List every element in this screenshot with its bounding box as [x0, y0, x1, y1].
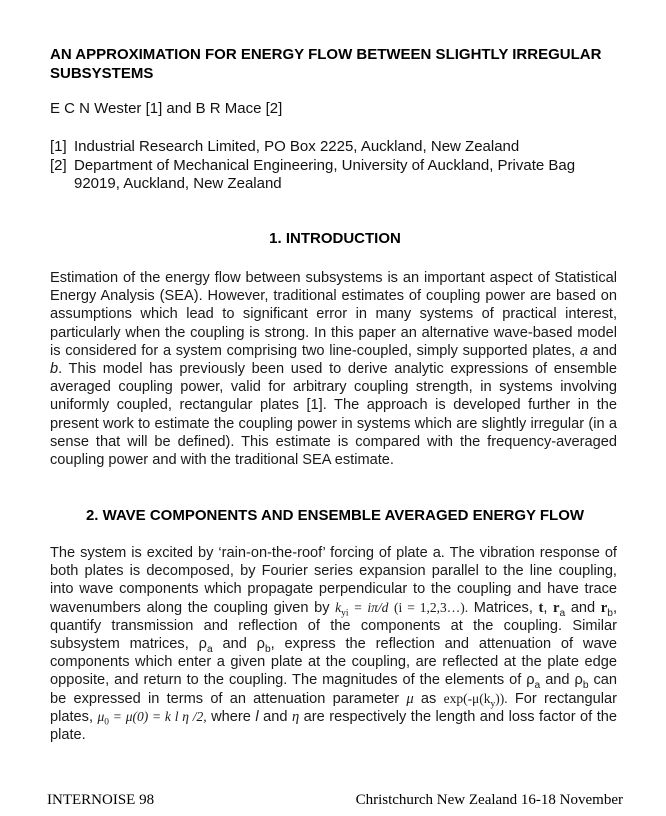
text-run: The system is excited by ‘rain-on-the-roof’ forcing of plate a. The vibration response of both plates is decomposed, by Fourier series expansion parallel to the line coupling, into wave components which propagate perpendicular to the coupling and have trace wavenumbers along the coupling given by: [50, 545, 617, 616]
math-symbol: k: [335, 599, 342, 615]
plate-a-symbol: a: [579, 342, 588, 359]
attenuation-expression: [443, 690, 508, 710]
affiliation-text: Department of Mechanical Engineering, University of Auckland, Private Bag 92019, Auckland, New Zealand: [74, 156, 576, 192]
text-run: and: [565, 599, 601, 616]
math-subscript: b: [264, 643, 271, 655]
text-run: ,: [543, 599, 554, 616]
text-run: can be expressed in terms of an attenuation parameter: [50, 672, 617, 707]
paper-title: AN APPROXIMATION FOR ENERGY FLOW BETWEEN SLIGHTLY IRREGULAR SUBSYSTEMS: [50, 46, 602, 82]
matrix-rb: r: [600, 599, 608, 616]
math-expression: )).: [495, 690, 508, 706]
math-subscript: a: [559, 607, 566, 619]
loss-factor-symbol: η: [291, 708, 300, 725]
matrix-ra: r: [553, 599, 560, 616]
math-subscript: yi: [341, 608, 349, 619]
matrix-rho-b: ρ: [256, 636, 265, 653]
text-run: are respectively the length and loss factor of the plate.: [50, 708, 617, 744]
author-line: E C N Wester [1] and B R Mace [2]: [50, 100, 283, 117]
text-run: . This model has previously been used to derive analytic expressions of ensemble averaged coupling power, valid for arbitrary coupling strength, in systems involving uniformly coupled, rectangular plates [1]. The approach is developed further in the present work to estimate the coupling power in systems which are slightly irregular (in a sense that will be defined). This estimate is compared with the frequency-averaged coupling power and with the traditional SEA estimate.: [50, 361, 617, 469]
attenuation-parameter-symbol: μ: [406, 690, 414, 707]
text-run: Estimation of the energy flow between subsystems is an important aspect of Statistical Energy Analysis (SEA). However, traditional estimates of coupling power are based on assumptions which lead to significant error in many systems of practical interest, particularly when the coupling is strong. In this paper an alternative wave-based model is considered for a system comprising two line-coupled, simply supported plates,: [50, 270, 617, 359]
math-subscript: b: [582, 680, 589, 692]
math-subscript: a: [206, 643, 213, 655]
footer-location-date: Christchurch New Zealand 16-18 November: [355, 792, 623, 808]
text-run: where: [206, 708, 256, 725]
math-subscript: b: [607, 607, 613, 619]
affiliations: [50, 138, 620, 194]
math-subscript: y: [490, 699, 496, 710]
mu0-equation: [97, 708, 207, 728]
text-run: and: [587, 342, 617, 359]
section-heading-wave-components: 2. WAVE COMPONENTS AND ENSEMBLE AVERAGED ENERGY FLOW: [85, 507, 585, 524]
math-expression: = iπ/d: [348, 599, 389, 615]
matrix-rho-a: ρ: [526, 672, 535, 689]
affiliation-tag: [1]: [50, 138, 67, 155]
wave-components-paragraph: [50, 544, 617, 744]
text-run: For rectangular plates,: [50, 690, 617, 725]
text-run: and: [540, 672, 575, 689]
math-expression: exp(-μ(k: [443, 690, 491, 706]
text-run: , quantify transmission and reflection of the components at the coupling. Similar subsystem matrices,: [50, 599, 618, 653]
index-range: (i = 1,2,3…).: [394, 599, 469, 615]
text-run: and: [258, 708, 292, 725]
introduction-paragraph: [50, 269, 617, 469]
math-subscript: 0: [104, 717, 109, 728]
math-expression: = μ(0) = k l η /2,: [108, 708, 207, 724]
math-symbol: μ: [97, 708, 105, 724]
trace-wavenumber-equation: [335, 599, 389, 619]
affiliation-text: Industrial Research Limited, PO Box 2225, Auckland, New Zealand: [74, 138, 520, 155]
matrix-rho-b: ρ: [574, 672, 583, 689]
affiliation-2: [50, 157, 620, 194]
text-run: , express the reflection and attenuation of wave components which enter a given plate at the coupling, are reflected at the plate edge opposite, and return to the coupling. The magnitudes of the elements of: [50, 636, 617, 689]
page-footer: [47, 792, 623, 809]
section-heading-introduction: 1. INTRODUCTION: [269, 230, 401, 247]
math-subscript: a: [534, 680, 541, 692]
affiliation-1: [50, 138, 620, 157]
footer-conference: INTERNOISE 98: [47, 792, 155, 808]
length-symbol: l: [255, 708, 259, 725]
text-run: as: [413, 690, 444, 707]
plate-b-symbol: b: [50, 361, 59, 378]
text-run: and: [212, 636, 257, 653]
matrix-t: t: [538, 599, 544, 616]
text-run: Matrices,: [468, 599, 539, 616]
matrix-rho-a: ρ: [198, 636, 207, 653]
affiliation-tag: [2]: [50, 156, 67, 174]
